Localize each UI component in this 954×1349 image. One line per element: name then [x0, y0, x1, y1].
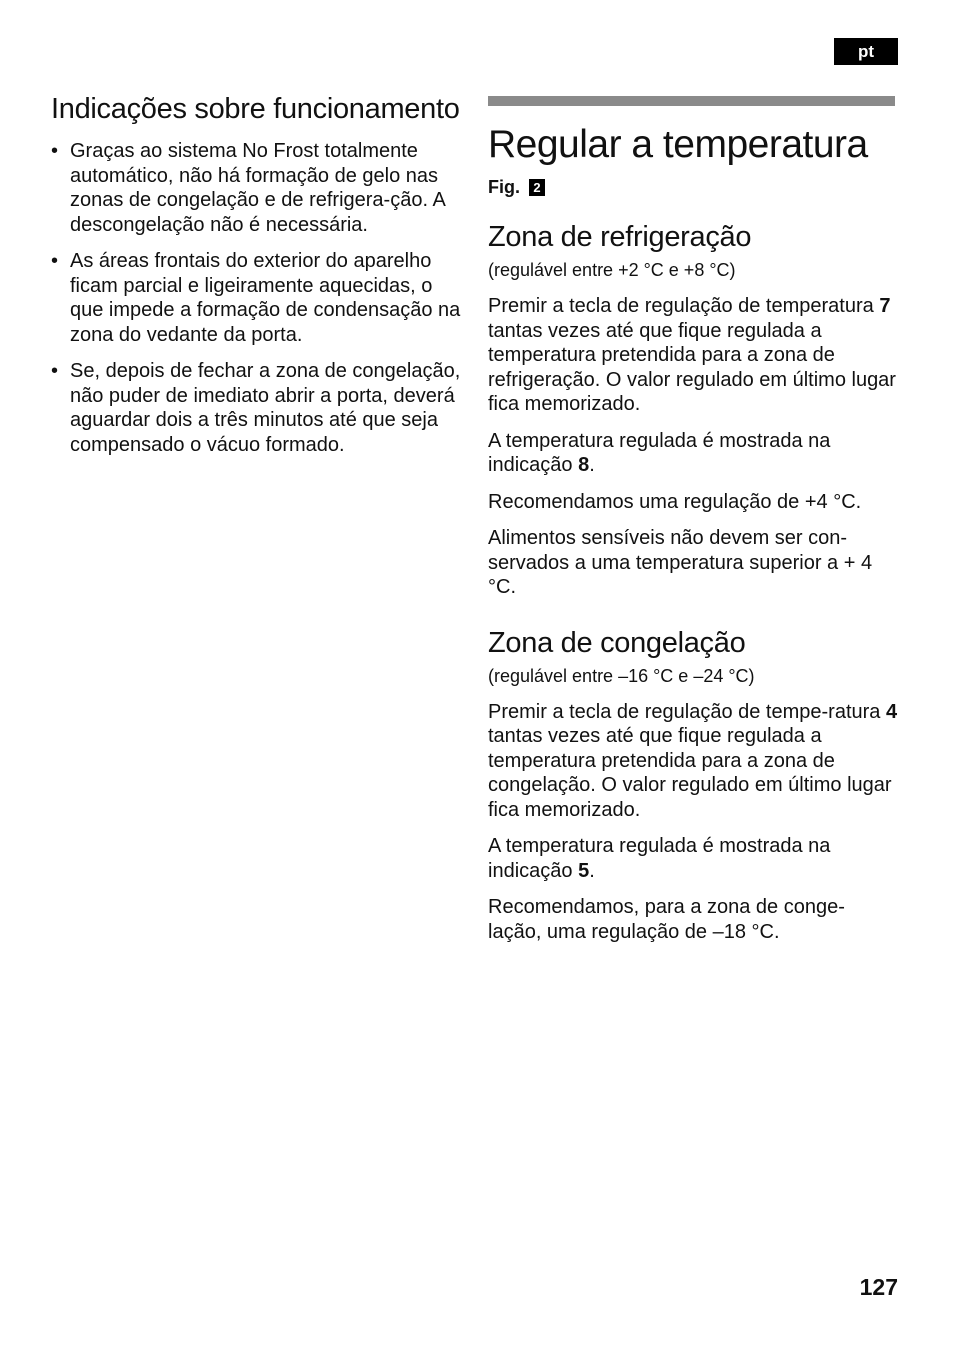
list-item [51, 139, 471, 237]
list-item [51, 249, 471, 347]
fridge-zone-recommendation: Recomendamos uma regulação de +4 °C. [488, 490, 862, 513]
fridge-zone-warning: Alimentos sensíveis não devem ser con-servados a uma temperatura superior a + 4 °C. [488, 527, 873, 598]
figure-label: Fig. [488, 177, 520, 197]
freezer-zone-range: (regulável entre –16 °C e –24 °C) [488, 665, 755, 686]
list-item-text: Graças ao sistema No Frost totalmente automático, não há formação de gelo nas zonas de congelação e de refrigera-ção. A descongelação não é necessária. [70, 140, 445, 236]
figure-number: 2 [529, 179, 545, 196]
section-divider [488, 96, 895, 106]
left-column [51, 93, 471, 469]
freezer-zone-instructions: Premir a tecla de regulação de tempe-ratura 4 tantas vezes até que fique regulada a temperatura pretendida para a zona de congelação. O valor regulado em último lugar fica memorizado. [488, 700, 898, 821]
operation-notes-heading: Indicações sobre funcionamento [51, 93, 460, 125]
freezer-zone-recommendation: Recomendamos, para a zona de conge-lação, uma regulação de –18 °C. [488, 896, 845, 943]
fridge-zone-instructions: Premir a tecla de regulação de temperatura 7 tantas vezes até que fique regulada a temperatura pretendida para a zona de refrigeração. O valor regulado em último lugar fica memorizado. [488, 295, 896, 415]
list-item [51, 359, 471, 457]
right-column [488, 96, 898, 956]
freezer-zone-display-note: A temperatura regulada é mostrada na indicação 5. [488, 835, 831, 882]
key-reference: 8 [578, 454, 590, 476]
fridge-zone-heading: Zona de refrigeração [488, 221, 752, 253]
page-title: Regular a temperatura [488, 123, 868, 166]
freezer-zone-heading: Zona de congelação [488, 626, 746, 659]
key-reference: 4 [885, 700, 898, 723]
bullet-icon: • [51, 140, 59, 162]
list-item-text: As áreas frontais do exterior do aparelho ficam parcial e ligeiramente aquecidas, o que impede a formação de condensação na zona do vedante da porta. [70, 250, 461, 346]
fridge-zone-range: (regulável entre +2 °C e +8 °C) [488, 260, 736, 280]
list-item-text: Se, depois de fechar a zona de congelação, não puder de imediato abrir a porta, deverá aguardar dois a três minutos até que seja compensado o vácuo formado. [70, 360, 461, 456]
figure-reference [488, 176, 898, 198]
page-number: 127 [859, 1274, 898, 1300]
operation-notes-list [51, 139, 471, 457]
bullet-icon: • [51, 360, 59, 382]
fridge-zone-display-note: A temperatura regulada é mostrada na indicação 8. [488, 429, 831, 476]
language-badge: pt [834, 38, 898, 65]
bullet-icon: • [51, 250, 59, 272]
key-reference: 7 [879, 295, 891, 317]
key-reference: 5 [578, 859, 590, 882]
